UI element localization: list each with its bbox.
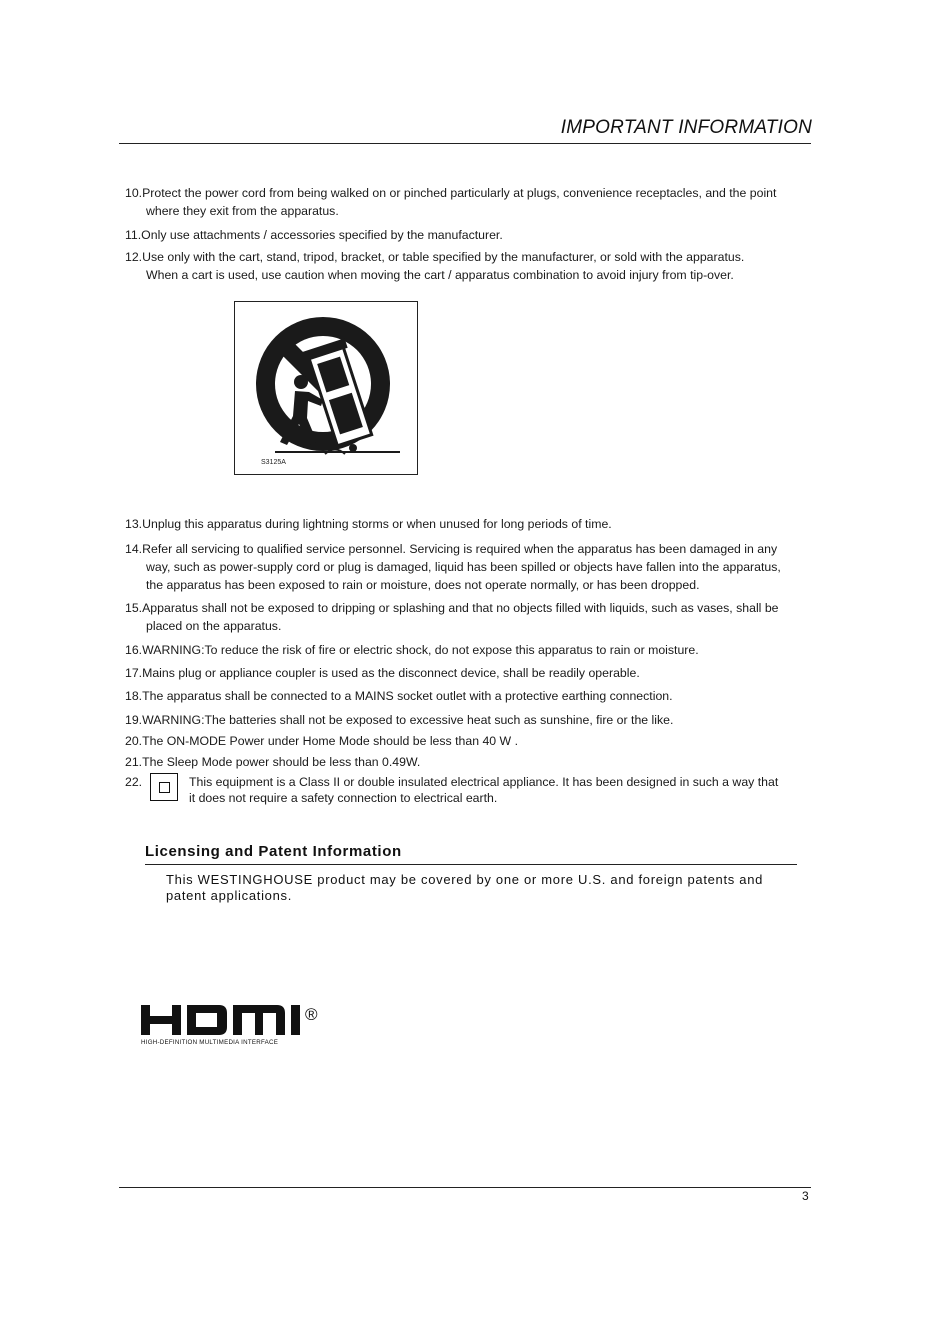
list-item <box>125 515 805 533</box>
item-line: 18.The apparatus shall be connected to a MAINS socket outlet with a protective earthing connection. <box>125 689 673 703</box>
list-item <box>125 711 805 729</box>
list-item <box>125 540 805 594</box>
item-line: 16.WARNING:To reduce the risk of fire or electric shock, do not expose this apparatus to rain or moisture. <box>125 643 699 657</box>
cart-warning-code: S3125A <box>261 459 286 466</box>
item-line: the apparatus has been exposed to rain or moisture, does not operate normally, or has been dropped. <box>146 578 700 592</box>
licensing-heading: Licensing and Patent Information <box>145 843 402 860</box>
list-item <box>125 732 805 750</box>
item-line: 12.Use only with the cart, stand, tripod, bracket, or table specified by the manufacturer, or sold with the apparatus. <box>125 250 745 264</box>
item-line: 10.Protect the power cord from being walked on or pinched particularly at plugs, convenience receptacles, and the point <box>125 186 777 200</box>
list-item <box>125 753 805 771</box>
list-item <box>125 664 805 682</box>
page-title: IMPORTANT INFORMATION <box>560 117 812 138</box>
item-line: where they exit from the apparatus. <box>146 204 339 218</box>
list-item <box>125 184 805 220</box>
list-item <box>125 687 805 705</box>
hdmi-tagline: HIGH-DEFINITION MULTIMEDIA INTERFACE <box>141 1039 279 1046</box>
footer-divider <box>119 1187 811 1188</box>
list-item <box>125 599 805 635</box>
item-line: 20.The ON-MODE Power under Home Mode should be less than 40 W . <box>125 734 518 748</box>
item-line: way, such as power-supply cord or plug is damaged, liquid has been spilled or objects have fallen into the apparatus, <box>146 560 781 574</box>
licensing-text <box>166 872 806 904</box>
page-number: 3 <box>802 1189 809 1203</box>
licensing-divider <box>145 864 797 865</box>
double-insulation-icon <box>150 773 178 801</box>
licensing-line: patent applications. <box>166 888 293 903</box>
item-line: placed on the apparatus. <box>146 619 282 633</box>
header-divider <box>119 143 811 144</box>
class2-description <box>189 774 819 806</box>
item-line: 13.Unplug this apparatus during lightning storms or when unused for long periods of time. <box>125 517 612 531</box>
cart-tipover-icon <box>235 302 419 476</box>
licensing-line: This WESTINGHOUSE product may be covered by one or more U.S. and foreign patents and <box>166 872 764 887</box>
item-line: 11.Only use attachments / accessories specified by the manufacturer. <box>125 228 503 242</box>
list-item <box>125 641 805 659</box>
item-line: This equipment is a Class II or double insulated electrical appliance. It has been designed in such a way that <box>189 775 779 789</box>
item-line: 14.Refer all servicing to qualified service personnel. Servicing is required when the apparatus has been damaged in any <box>125 542 778 556</box>
item-line: 21.The Sleep Mode power should be less than 0.49W. <box>125 755 421 769</box>
registered-mark: ® <box>305 1005 318 1024</box>
item-line: When a cart is used, use caution when moving the cart / apparatus combination to avoid injury from tip-over. <box>146 268 734 282</box>
item-line: 15.Apparatus shall not be exposed to dripping or splashing and that no objects filled with liquids, such as vases, shall be <box>125 601 779 615</box>
item-line: 19.WARNING:The batteries shall not be exposed to excessive heat such as sunshine, fire or the like. <box>125 713 674 727</box>
cart-warning-box <box>234 301 418 475</box>
list-item <box>125 226 805 244</box>
hdmi-logo-icon <box>141 1002 331 1036</box>
list-item <box>125 248 805 284</box>
item-line: 17.Mains plug or appliance coupler is used as the disconnect device, shall be readily operable. <box>125 666 640 680</box>
item-number: 22. <box>125 775 143 789</box>
item-line: it does not require a safety connection to electrical earth. <box>189 791 498 805</box>
